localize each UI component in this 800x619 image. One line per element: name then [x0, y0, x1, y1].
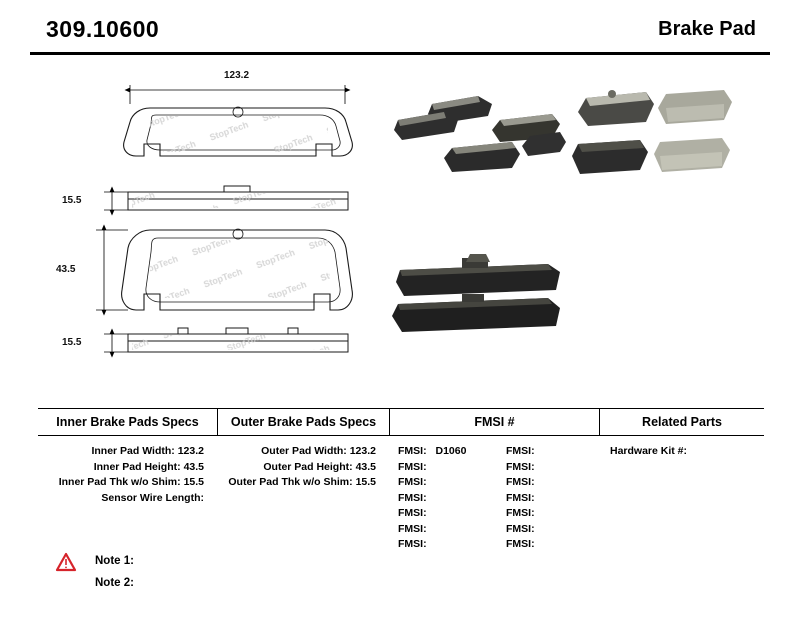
fmsi-row [506, 460, 600, 476]
fmsi-label: FMSI: [506, 538, 535, 550]
fmsi-row [506, 444, 600, 460]
fmsi-value [535, 538, 541, 550]
fmsi-cell [390, 436, 600, 553]
fmsi-row [506, 491, 600, 507]
header-outer-specs: Outer Brake Pads Specs [218, 409, 390, 435]
sensor-wire-length-label: Sensor Wire Length: [101, 491, 204, 504]
technical-drawing-svg [0, 58, 800, 398]
fmsi-label: FMSI: [398, 538, 427, 550]
fmsi-label: FMSI: [398, 476, 427, 488]
spec-row [38, 460, 218, 476]
dimension-bottom-thickness: 15.5 [62, 337, 82, 348]
fmsi-label: FMSI: [398, 522, 427, 535]
outer-pad-thickness-value: 15.5 [355, 476, 376, 488]
technical-drawing-area [0, 58, 800, 398]
fmsi-row [398, 506, 492, 522]
inner-specs-cell [38, 436, 218, 553]
dimension-top-thickness: 15.5 [62, 195, 82, 206]
fmsi-column-left [398, 444, 492, 553]
fmsi-row [398, 522, 492, 538]
note-2-label: Note 2: [95, 577, 134, 589]
fmsi-label: FMSI: [506, 476, 535, 488]
document-header [30, 16, 770, 55]
document-type-title: Brake Pad [658, 18, 756, 40]
spec-table-header-row [38, 408, 764, 436]
inner-pad-width-label: Inner Pad Width: [91, 445, 175, 457]
spec-row [218, 460, 390, 476]
spec-table-body-row [38, 436, 764, 553]
fmsi-value [535, 476, 541, 488]
inner-pad-height-value: 43.5 [183, 460, 204, 473]
spec-tables [38, 408, 764, 553]
note-row-1 [55, 552, 355, 574]
note-1-label: Note 1: [95, 555, 134, 567]
fmsi-label: FMSI: [506, 522, 535, 535]
inner-pad-height-label: Inner Pad Height: [93, 460, 181, 473]
spec-row [38, 444, 218, 460]
dimension-pad-height: 43.5 [56, 264, 76, 275]
spec-row [218, 444, 390, 460]
outer-specs-cell [218, 436, 390, 553]
fmsi-row [398, 537, 492, 553]
inner-pad-thickness-value: 15.5 [183, 476, 204, 488]
spec-row [38, 491, 218, 507]
fmsi-value [427, 476, 433, 488]
header-fmsi: FMSI # [390, 409, 600, 435]
outer-pad-thickness-label: Outer Pad Thk w/o Shim: [228, 476, 353, 488]
inner-pad-width-value: 123.2 [177, 445, 204, 457]
fmsi-row [506, 537, 600, 553]
fmsi-value [427, 507, 433, 519]
fmsi-value [427, 492, 433, 504]
outer-pad-height-label: Outer Pad Height: [263, 460, 353, 473]
fmsi-label: FMSI: [398, 507, 427, 519]
fmsi-value [535, 445, 541, 457]
fmsi-row [506, 522, 600, 538]
fmsi-column-right [492, 444, 600, 553]
fmsi-row [506, 475, 600, 491]
related-part-row [600, 444, 764, 460]
related-parts-cell [600, 436, 764, 553]
fmsi-value [535, 523, 541, 535]
fmsi-label: FMSI: [506, 460, 535, 473]
fmsi-value [427, 461, 433, 473]
dimension-top-width: 123.2 [224, 70, 250, 81]
outer-pad-width-value: 123.2 [349, 445, 376, 457]
notes-section [55, 552, 355, 596]
note-row-2 [55, 574, 355, 596]
fmsi-label: FMSI: [506, 507, 535, 519]
part-number: 309.10600 [46, 16, 160, 42]
fmsi-row [398, 460, 492, 476]
inner-pad-thickness-label: Inner Pad Thk w/o Shim: [58, 476, 181, 488]
fmsi-value: D1060 [435, 445, 467, 457]
fmsi-value [427, 523, 433, 535]
fmsi-label: FMSI: [506, 491, 535, 504]
hardware-kit-label: Hardware Kit #: [610, 445, 688, 457]
fmsi-row [506, 506, 600, 522]
fmsi-grid [390, 444, 600, 553]
header-inner-specs: Inner Brake Pads Specs [38, 409, 218, 435]
fmsi-value [535, 492, 541, 504]
fmsi-label: FMSI: [398, 445, 427, 457]
fmsi-label: FMSI: [506, 445, 535, 457]
spec-row [38, 475, 218, 491]
fmsi-row [398, 475, 492, 491]
fmsi-value [535, 507, 541, 519]
fmsi-value [535, 461, 541, 473]
fmsi-value [427, 538, 433, 550]
fmsi-row [398, 444, 492, 460]
fmsi-label: FMSI: [398, 460, 427, 473]
fmsi-label: FMSI: [398, 491, 427, 504]
header-related-parts: Related Parts [642, 415, 722, 429]
fmsi-row [398, 491, 492, 507]
outer-pad-height-value: 43.5 [355, 460, 376, 473]
outer-pad-width-label: Outer Pad Width: [261, 445, 347, 457]
spec-row [218, 475, 390, 491]
